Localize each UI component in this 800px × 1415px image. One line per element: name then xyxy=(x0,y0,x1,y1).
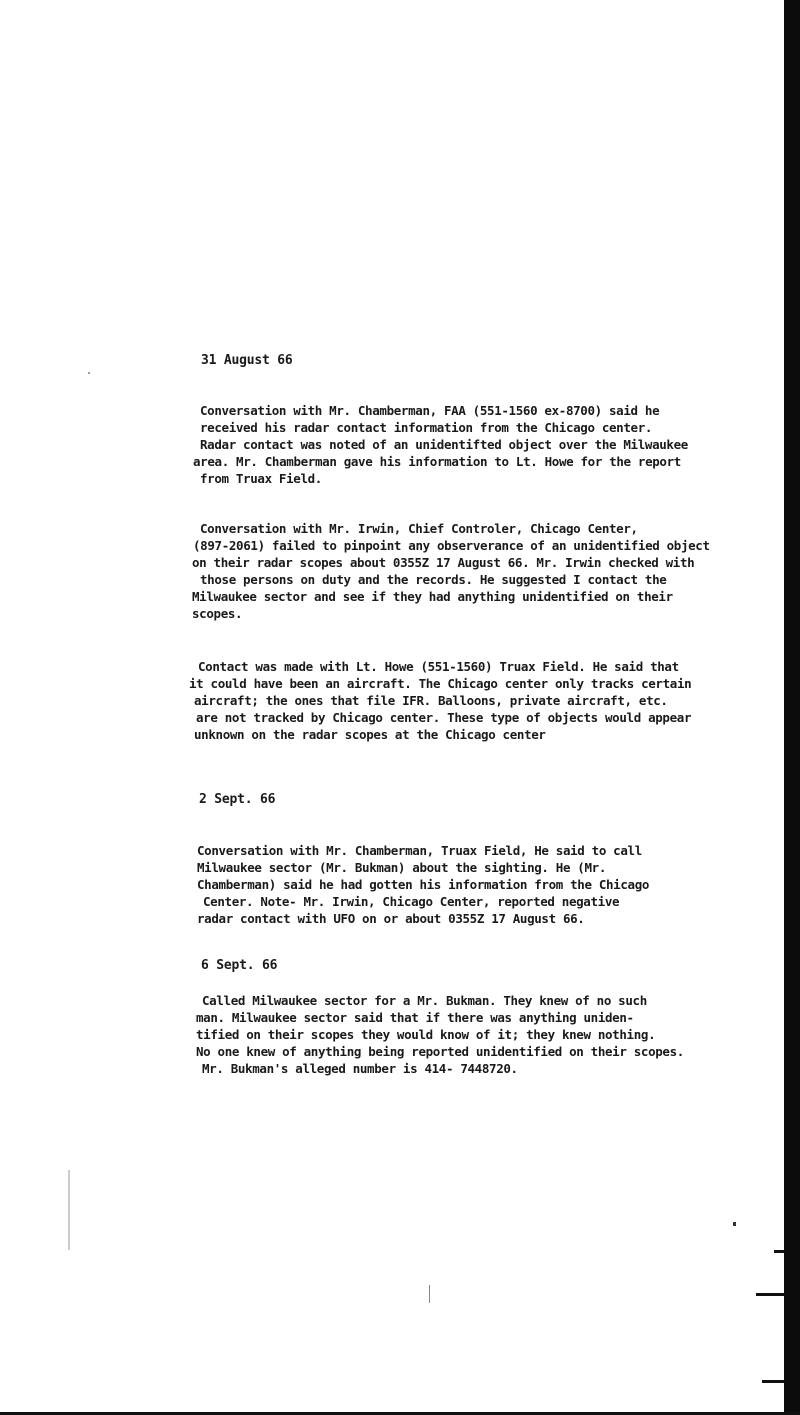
text-line: Called Milwaukee sector for a Mr. Bukman. They knew of no such xyxy=(202,993,647,1008)
memo-paragraph xyxy=(192,520,710,622)
text-line: those persons on duty and the records. He suggested I contact the xyxy=(200,572,667,587)
text-line: from Truax Field. xyxy=(200,471,322,486)
text-line: aircraft; the ones that file IFR. Balloons, private aircraft, etc. xyxy=(194,693,668,708)
text-line: Radar contact was noted of an unidentifted object over the Milwaukee xyxy=(200,437,688,452)
text-line: on their radar scopes about 0355Z 17 August 66. Mr. Irwin checked with xyxy=(192,555,695,570)
entry-date: 2 Sept. 66 xyxy=(199,792,276,807)
text-line: area. Mr. Chamberman gave his information to Lt. Howe for the report xyxy=(193,454,681,469)
text-line: man. Milwaukee sector said that if there was anything uniden- xyxy=(196,1010,634,1025)
text-line: Milwaukee sector (Mr. Bukman) about the sighting. He (Mr. xyxy=(197,860,607,875)
text-line: unknown on the radar scopes at the Chicago center xyxy=(194,727,546,742)
text-line: tified on their scopes they would know of it; they knew nothing. xyxy=(196,1027,656,1042)
scan-speck xyxy=(68,1170,70,1250)
memo-paragraph xyxy=(193,402,688,487)
scan-border-right xyxy=(784,0,800,1415)
text-line: Conversation with Mr. Chamberman, Truax Field, He said to call xyxy=(197,843,642,858)
text-line: scopes. xyxy=(192,606,243,621)
memo-paragraph xyxy=(197,842,649,927)
text-line: Conversation with Mr. Chamberman, FAA (551-1560 ex-8700) said he xyxy=(200,403,660,418)
scan-speck xyxy=(429,1285,430,1303)
text-line: Conversation with Mr. Irwin, Chief Controler, Chicago Center, xyxy=(200,521,638,536)
scan-speck xyxy=(733,1222,736,1226)
scan-edge-mark xyxy=(774,1250,784,1253)
text-line: it could have been an aircraft. The Chicago center only tracks certain xyxy=(189,676,692,691)
memo-paragraph xyxy=(196,992,684,1077)
text-line: received his radar contact information from the Chicago center. xyxy=(200,420,653,435)
text-line: No one knew of anything being reported unidentified on their scopes. xyxy=(196,1044,684,1059)
entry-date: 31 August 66 xyxy=(201,353,293,368)
text-line: Center. Note- Mr. Irwin, Chicago Center, reported negative xyxy=(203,894,620,909)
text-line: Mr. Bukman's alleged number is 414- 7448720. xyxy=(202,1061,518,1076)
scan-edge-mark xyxy=(762,1380,784,1383)
text-line: Contact was made with Lt. Howe (551-1560) Truax Field. He said that xyxy=(198,659,679,674)
scan-speck xyxy=(88,372,90,374)
scan-edge-mark xyxy=(756,1293,784,1296)
text-line: (897-2061) failed to pinpoint any observerance of an unidentified object xyxy=(193,538,710,553)
entry-date: 6 Sept. 66 xyxy=(201,958,278,973)
text-line: radar contact with UFO on or about 0355Z 17 August 66. xyxy=(197,911,585,926)
text-line: Milwaukee sector and see if they had anything unidentified on their xyxy=(192,589,673,604)
text-line: Chamberman) said he had gotten his information from the Chicago xyxy=(197,877,650,892)
text-line: are not tracked by Chicago center. These type of objects would appear xyxy=(196,710,692,725)
memo-paragraph xyxy=(189,658,692,743)
